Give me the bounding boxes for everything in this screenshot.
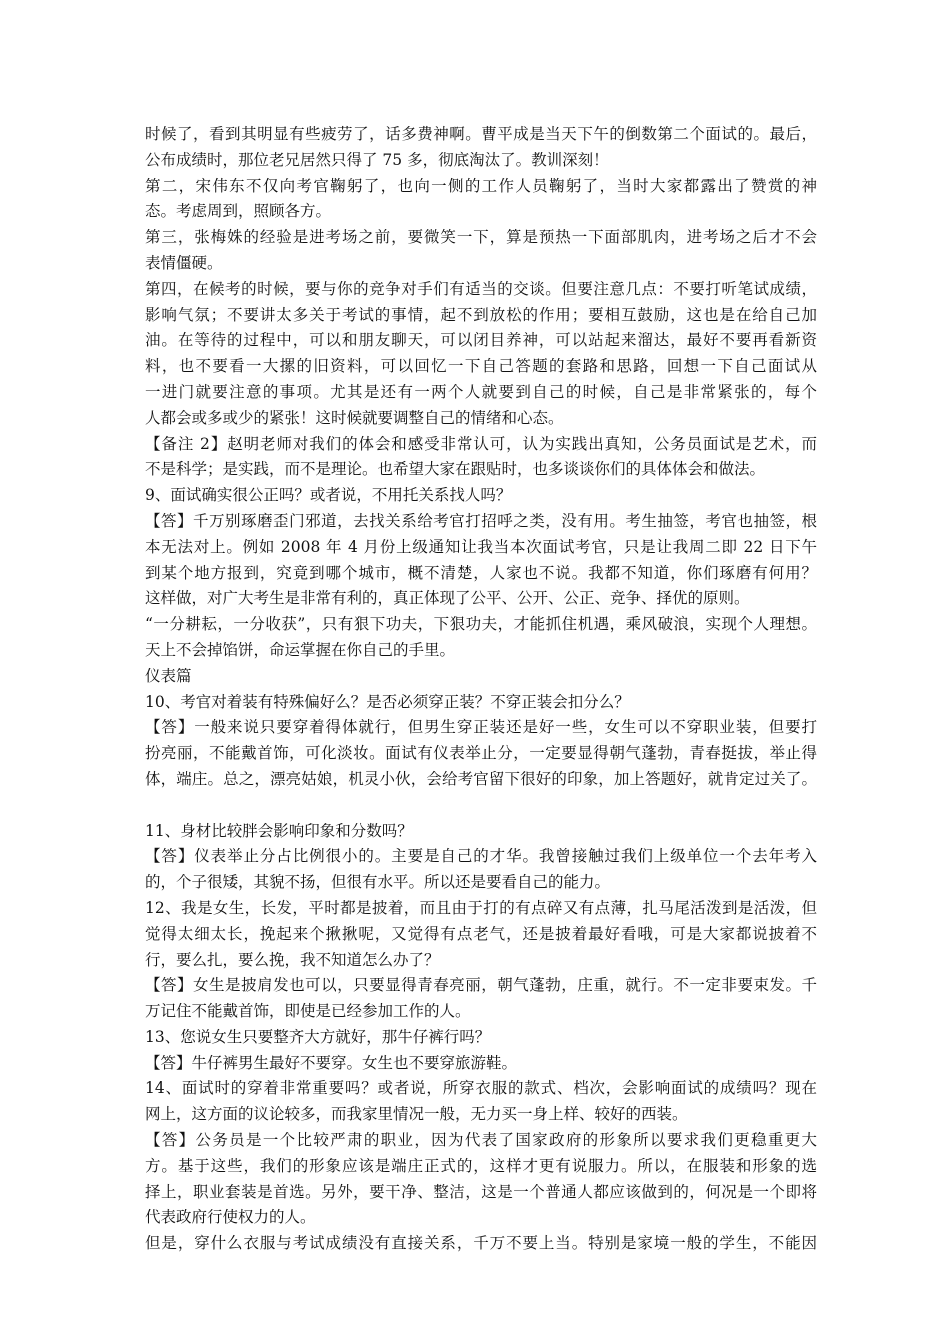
text-line: 觉得太细太长，挽起来个揪揪呢，又觉得有点老气，还是披着最好看哦，可是大家都说披着不 bbox=[145, 924, 817, 943]
text-line: 【答】一般来说只要穿着得体就行，但男生穿正装还是好一些，女生可以不穿职业装，但要打 bbox=[145, 718, 817, 737]
text-line: 【答】牛仔裤男生最好不要穿。女生也不要穿旅游鞋。 bbox=[145, 1053, 518, 1072]
text-line: 择上，职业套装是首选。另外，要干净、整洁，这是一个普通人都应该做到的，何况是一个即将 bbox=[145, 1182, 817, 1201]
text-line: 【答】仪表举止分占比例很小的。主要是自己的才华。我曾接触过我们上级单位一个去年考入 bbox=[145, 847, 817, 866]
text-line: 的，个子很矮，其貌不扬，但很有水平。所以还是要看自己的能力。 bbox=[145, 873, 611, 892]
text-line: 12、我是女生，长发，平时都是披着，而且由于打的有点碎又有点薄，扎马尾活泼到是活泼，但 bbox=[145, 898, 817, 917]
text-line: 公布成绩时，那位老兄居然只得了 75 多，彻底淘汰了。教训深刻！ bbox=[145, 150, 609, 169]
text-line: 料，也不要看一大摞的旧资料，可以回忆一下自己答题的套路和思路，回想一下自己面试从 bbox=[145, 357, 817, 376]
text-line: 时候了，看到其明显有些疲劳了，话多费神啊。曹平成是当天下午的倒数第二个面试的。最后， bbox=[145, 125, 817, 143]
text-line: 【备注 2】赵明老师对我们的体会和感受非常认可，认为实践出真知，公务员面试是艺术，而 bbox=[145, 434, 817, 453]
text-line: 态。考虑周到，照顾各方。 bbox=[145, 202, 332, 221]
text-line: 本无法对上。例如 2008 年 4 月份上级通知让我当本次面试考官，只是让我周二即 22 日下午 bbox=[145, 537, 817, 556]
text-line: 油。在等待的过程中，可以和朋友聊天，可以闭目养神，可以站起来溜达，最好不要再看新资 bbox=[145, 331, 817, 350]
text-line: 不是科学；是实践，而不是理论。也希望大家在跟贴时，也多谈谈你们的具体体会和做法。 bbox=[145, 460, 766, 479]
document-body bbox=[145, 122, 817, 1257]
text-line: 到某个地方报到，究竟到哪个城市，概不清楚，人家也不说。我都不知道，你们琢磨有何用？ bbox=[145, 563, 817, 582]
text-line: 【答】千万别琢磨歪门邪道，去找关系给考官打招呼之类，没有用。考生抽签，考官也抽签，根 bbox=[145, 511, 817, 530]
text-line: 【答】公务员是一个比较严肃的职业，因为代表了国家政府的形象所以要求我们更稳重更大 bbox=[145, 1131, 817, 1150]
text-line: 行，要么扎，要么挽，我不知道怎么办了？ bbox=[145, 950, 440, 969]
text-line: 10、考官对着装有特殊偏好么？是否必须穿正装？不穿正装会扣分么？ bbox=[145, 692, 630, 711]
text-line: 万记住不能戴首饰，即使是已经参加工作的人。 bbox=[145, 1002, 471, 1021]
text-line: 一进门就要注意的事项。尤其是还有一两个人就要到自己的时候，自己是非常紧张的，每个 bbox=[145, 382, 817, 401]
blank-line bbox=[145, 793, 817, 819]
text-line: 天上不会掉馅饼，命运掌握在你自己的手里。 bbox=[145, 640, 456, 659]
text-line: “一分耕耘，一分收获”，只有狠下功夫，下狠功夫，才能抓住机遇，乘风破浪，实现个人理想。 bbox=[145, 615, 817, 634]
text-line: 第三，张梅姝的经验是进考场之前，要微笑一下，算是预热一下面部肌肉，进考场之后才不会 bbox=[145, 228, 817, 247]
text-line: 14、面试时的穿着非常重要吗？或者说，所穿衣服的款式、档次，会影响面试的成绩吗？现在 bbox=[145, 1079, 817, 1098]
text-line: 表情僵硬。 bbox=[145, 253, 223, 272]
text-line: 代表政府行使权力的人。 bbox=[145, 1208, 316, 1227]
text-line: 第四，在候考的时候，要与你的竞争对手们有适当的交谈。但要注意几点：不要打听笔试成绩， bbox=[145, 279, 817, 298]
text-line: 13、您说女生只要整齐大方就好，那牛仔裤行吗？ bbox=[145, 1027, 491, 1046]
text-line: 9、面试确实很公正吗？或者说，不用托关系找人吗？ bbox=[145, 486, 512, 505]
text-line: 11、身材比较胖会影响印象和分数吗？ bbox=[145, 821, 413, 840]
text-line: 这样做，对广大考生是非常有利的，真正体现了公平、公开、公正、竞争、择优的原则。 bbox=[145, 589, 750, 608]
text-line: 人都会或多或少的紧张！这时候就要调整自己的情绪和心态。 bbox=[145, 408, 564, 427]
text-line: 但是，穿什么衣服与考试成绩没有直接关系，千万不要上当。特别是家境一般的学生，不能因 bbox=[145, 1234, 817, 1253]
text-line: 网上，这方面的议论较多，而我家里情况一般，无力买一身上样、较好的西装。 bbox=[145, 1105, 688, 1124]
text-line: 方。基于这些，我们的形象应该是端庄正式的，这样才更有说服力。所以，在服装和形象的选 bbox=[145, 1156, 817, 1175]
text-line: 第二，宋伟东不仅向考官鞠躬了，也向一侧的工作人员鞠躬了，当时大家都露出了赞赏的神 bbox=[145, 176, 817, 195]
text-line: 仪表篇 bbox=[145, 666, 192, 685]
text-line: 【答】女生是披肩发也可以，只要显得青春亮丽，朝气蓬勃，庄重，就行。不一定非要束发。千 bbox=[145, 976, 817, 995]
text-line: 体，端庄。总之，漂亮姑娘，机灵小伙，会给考官留下很好的印象，加上答题好，就肯定过关了。 bbox=[145, 769, 817, 788]
text-line: 扮亮丽，不能戴首饰，可化淡妆。面试有仪表举止分，一定要显得朝气蓬勃，青春挺拔，举止得 bbox=[145, 744, 817, 763]
text-line: 影响气氛；不要讲太多关于考试的事情，起不到放松的作用；要相互鼓励，这也是在给自己加 bbox=[145, 305, 817, 324]
